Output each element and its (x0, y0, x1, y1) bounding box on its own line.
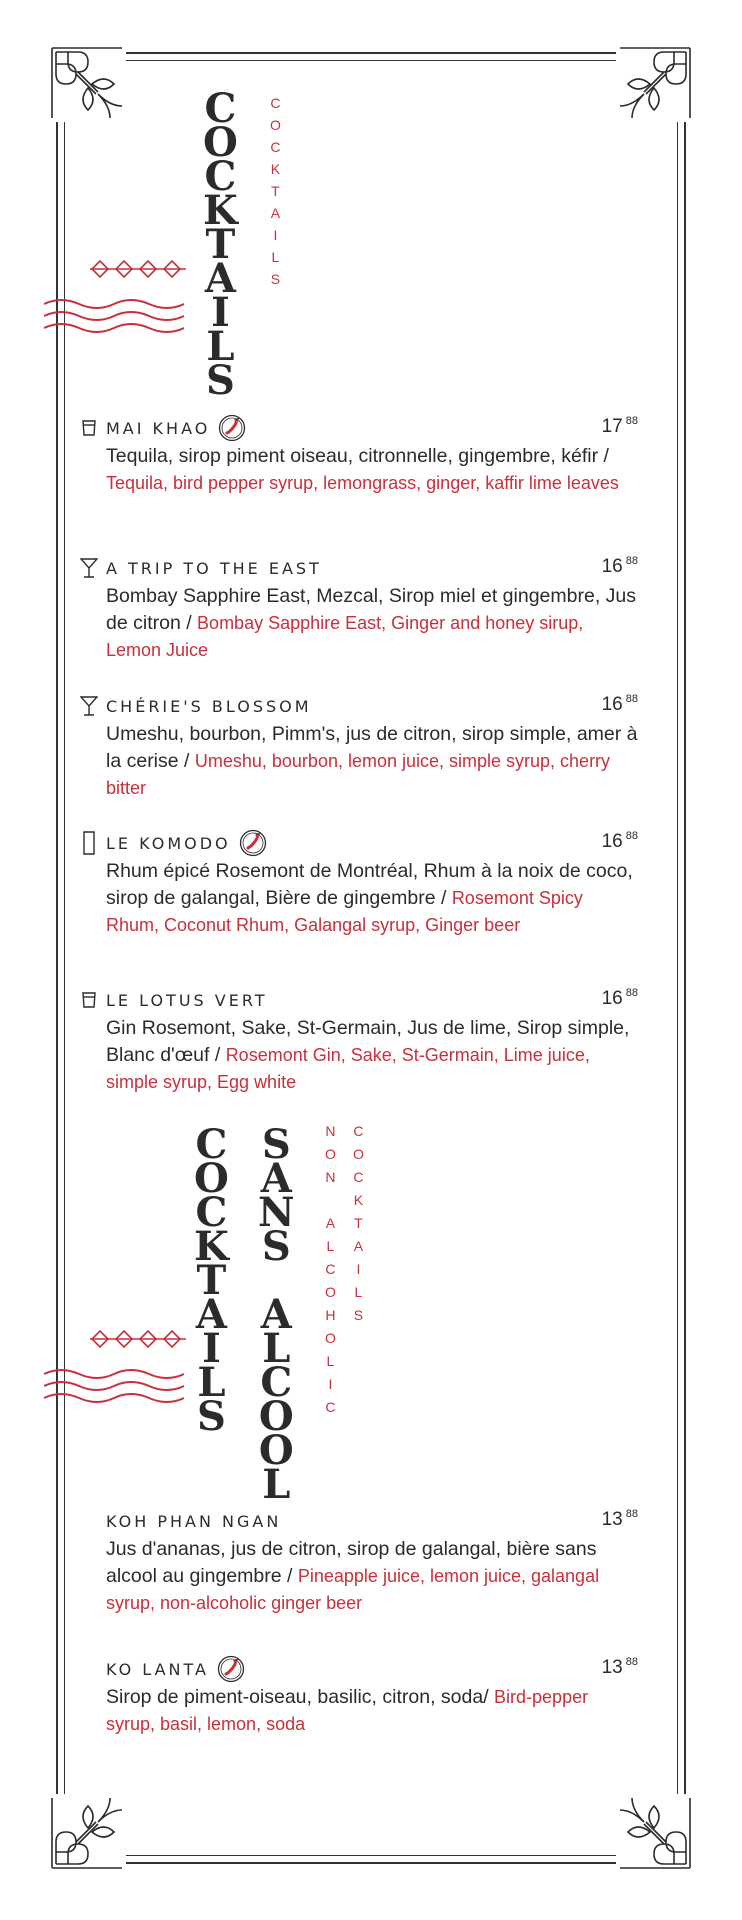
vertical-letter: O (258, 1427, 294, 1474)
menu-item-description (106, 443, 638, 497)
cocktails-vertical-subtitle (353, 1120, 365, 1327)
vertical-letter: A (204, 255, 236, 302)
description-english: Rosemont Spicy Rhum, Coconut Rhum, Galangal syrup, Ginger beer (106, 888, 583, 935)
menu-item-description (106, 721, 638, 802)
menu-item-description (106, 1536, 638, 1617)
menu-item-name: A TRIP TO THE EAST (106, 558, 322, 578)
rocks-glass-icon (78, 415, 100, 441)
vertical-letter: S (205, 357, 235, 404)
vertical-letter: C (325, 1261, 337, 1277)
vertical-letter: A (270, 205, 282, 221)
vertical-letter: I (273, 227, 279, 243)
menu-item-price: 13 $^{88}$ (601, 1508, 638, 1530)
vertical-letter: L (262, 1325, 291, 1372)
menu-item (78, 1506, 638, 1617)
menu-item-price: 16 $^{88}$ (601, 693, 638, 715)
menu-item-price: 16 $^{88}$ (601, 830, 638, 852)
menu-item-name: KO LANTA (106, 1659, 209, 1679)
wave-ornament-icon (44, 1366, 184, 1406)
martini-glass-icon (78, 555, 100, 581)
martini-glass-icon (78, 693, 100, 719)
description-french: Jus d'ananas, jus de citron, sirop de galangal, bière sans alcool au gingembre / (106, 1538, 597, 1587)
vertical-letter: N (258, 1189, 295, 1236)
menu-item-price: 16 $^{88}$ (601, 555, 638, 577)
vertical-letter: I (328, 1376, 334, 1392)
menu-item (78, 691, 638, 802)
vertical-letter: T (205, 221, 236, 268)
vertical-letter: O (203, 119, 238, 166)
highball-glass-icon (78, 830, 100, 856)
menu-item-description (106, 1684, 638, 1738)
description-french: Umeshu, bourbon, Pimm's, jus de citron, sirop simple, amer à la cerise / (106, 723, 638, 772)
vertical-letter: N (325, 1169, 337, 1185)
vertical-letter: O (325, 1330, 337, 1346)
spicy-pepper-icon (213, 1655, 245, 1683)
description-english: Tequila, bird pepper syrup, lemongrass, ginger, kaffir lime leaves (106, 473, 619, 493)
vertical-letter: O (194, 1155, 229, 1202)
menu-item-name: CHÉRIE'S BLOSSOM (106, 696, 312, 716)
menu-item-name: LE KOMODO (106, 833, 231, 853)
non-alcoholic-vertical-subtitle (325, 1120, 337, 1419)
cocktails-vertical-subtitle (270, 92, 282, 290)
vertical-letter: S (270, 271, 282, 287)
vertical-letter: O (258, 1393, 294, 1440)
vertical-letter (329, 1189, 334, 1212)
vertical-letter: L (326, 1238, 336, 1254)
description-french: Tequila, sirop piment oiseau, citronnelle, gingembre, kéfir / (106, 445, 609, 467)
vertical-letter: I (211, 289, 230, 336)
vertical-letter: S (353, 1307, 365, 1323)
vertical-letter: L (271, 249, 281, 265)
menu-item (78, 828, 638, 939)
menu-item-price: 16 $^{88}$ (601, 987, 638, 1009)
menu-item (78, 1654, 638, 1738)
vertical-letter: S (261, 1121, 291, 1168)
vertical-letter: S (196, 1393, 226, 1440)
corner-ornament-icon (48, 44, 126, 122)
menu-item (78, 413, 638, 497)
vertical-letter: C (204, 153, 237, 200)
menu-item-header (78, 691, 638, 721)
description-french: Rhum épicé Rosemont de Montréal, Rhum à la noix de coco, sirop de galangal, Bière de gingembre / (106, 860, 633, 909)
menu-item (78, 553, 638, 664)
vertical-letter: A (260, 1291, 292, 1338)
diamond-ornament-icon (88, 258, 188, 280)
vertical-letter: C (270, 139, 282, 155)
vertical-letter: H (325, 1307, 337, 1323)
vertical-letter: K (194, 1223, 229, 1270)
vertical-letter: L (262, 1461, 291, 1508)
menu-item-price: 17 $^{88}$ (601, 415, 638, 437)
spicy-pepper-icon (235, 829, 267, 857)
vertical-letter: T (196, 1257, 227, 1304)
vertical-letter: L (326, 1353, 336, 1369)
menu-item-description (106, 1015, 638, 1096)
cocktails-vertical-title (203, 85, 238, 404)
vertical-letter: L (354, 1284, 364, 1300)
description-english: Rosemont Gin, Sake, St-Germain, Lime juice, simple syrup, Egg white (106, 1045, 590, 1092)
vertical-letter: A (195, 1291, 227, 1338)
menu-item-header (78, 828, 638, 858)
vertical-letter: S (261, 1223, 291, 1270)
menu-item-header (78, 1654, 638, 1684)
description-french: Bombay Sapphire East, Mezcal, Sirop miel et gingembre, Jus de citron / (106, 585, 636, 634)
vertical-letter: L (206, 323, 235, 370)
vertical-letter: A (260, 1155, 292, 1202)
description-english: Bird-pepper syrup, basil, lemon, soda (106, 1687, 589, 1734)
vertical-letter: T (354, 1215, 364, 1231)
vertical-letter: L (197, 1359, 226, 1406)
vertical-letter: C (195, 1121, 228, 1168)
vertical-letter: I (202, 1325, 221, 1372)
vertical-letter: A (353, 1238, 365, 1254)
menu-item-description (106, 858, 638, 939)
sans-alcool-vertical-title (258, 1121, 295, 1508)
vertical-letter: N (325, 1123, 337, 1139)
menu-item-name: KOH PHAN NGAN (106, 1511, 282, 1531)
vertical-letter: C (270, 95, 282, 111)
corner-ornament-icon (616, 44, 694, 122)
vertical-letter: C (195, 1189, 228, 1236)
cocktails-vertical-title (194, 1121, 229, 1440)
vertical-letter: O (325, 1146, 337, 1162)
description-french: Gin Rosemont, Sake, St-Germain, Jus de lime, Sirop simple, Blanc d'œuf / (106, 1017, 630, 1066)
vertical-letter: C (353, 1123, 365, 1139)
menu-item-header (78, 553, 638, 583)
rocks-glass-icon (78, 987, 100, 1013)
vertical-letter: C (353, 1169, 365, 1185)
diamond-ornament-icon (88, 1328, 188, 1350)
menu-item-header (78, 985, 638, 1015)
vertical-letter: C (325, 1399, 337, 1415)
vertical-letter: O (353, 1146, 365, 1162)
vertical-letter: K (353, 1192, 365, 1208)
description-english: Bombay Sapphire East, Ginger and honey sirup, Lemon Juice (106, 613, 584, 660)
vertical-letter: C (260, 1359, 293, 1406)
menu-item (78, 985, 638, 1096)
vertical-letter: K (203, 187, 238, 234)
menu-item-header (78, 1506, 638, 1536)
description-english: Pineapple juice, lemon juice, galangal syrup, non-alcoholic ginger beer (106, 1566, 600, 1613)
vertical-letter: C (204, 85, 237, 132)
vertical-letter: O (270, 117, 282, 133)
menu-item-price: 13 $^{88}$ (601, 1656, 638, 1678)
description-english: Umeshu, bourbon, lemon juice, simple syrup, cherry bitter (106, 751, 611, 798)
wave-ornament-icon (44, 296, 184, 336)
vertical-letter: K (270, 161, 282, 177)
vertical-letter: I (356, 1261, 362, 1277)
item-icon-spacer (78, 1656, 100, 1682)
item-icon-spacer (78, 1508, 100, 1534)
corner-ornament-icon (616, 1794, 694, 1872)
menu-item-name: LE LOTUS VERT (106, 990, 268, 1010)
description-french: Sirop de piment-oiseau, basilic, citron, soda/ (106, 1686, 495, 1708)
corner-ornament-icon (48, 1794, 126, 1872)
menu-item-header (78, 413, 638, 443)
spicy-pepper-icon (214, 414, 246, 442)
vertical-letter: T (271, 183, 281, 199)
vertical-letter: O (325, 1284, 337, 1300)
vertical-letter: A (325, 1215, 337, 1231)
menu-item-description (106, 583, 638, 664)
menu-item-name: MAI KHAO (106, 418, 211, 438)
